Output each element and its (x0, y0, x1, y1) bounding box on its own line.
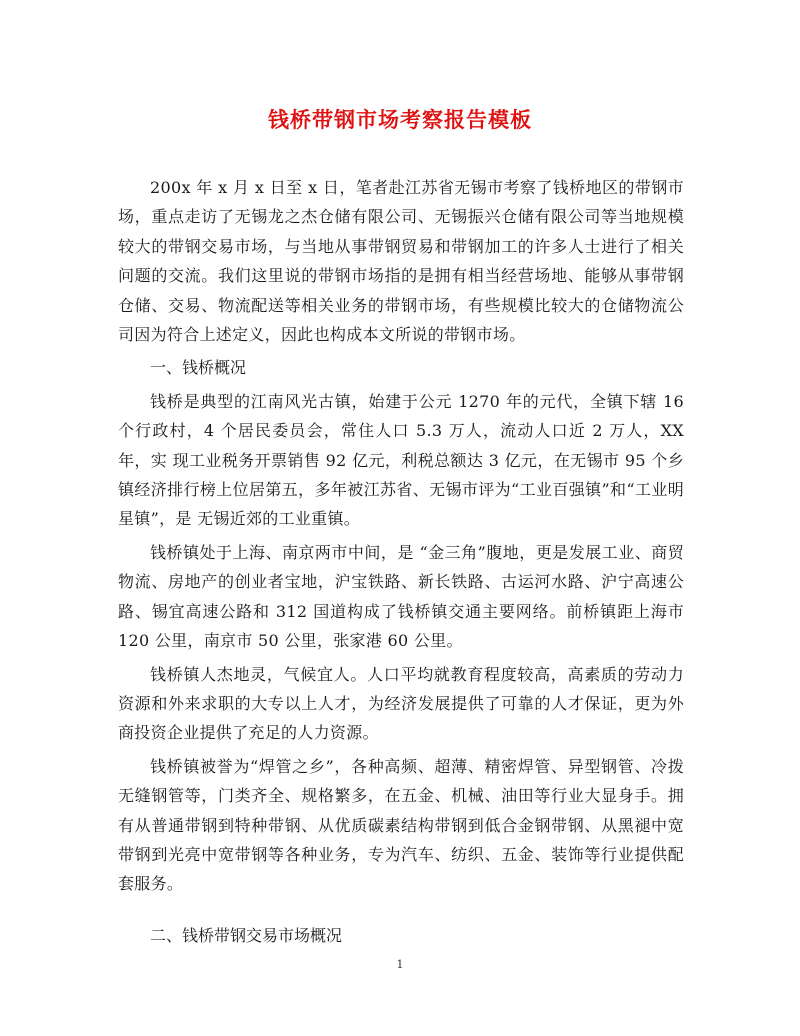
document-title: 钱桥带钢市场考察报告模板 (268, 107, 532, 132)
paragraph-overview: 钱桥是典型的江南风光古镇，始建于公元 1270 年的元代，全镇下辖 16 个行政村，4 个居民委员会，常住人口 5.3 万人，流动人口近 2 万人，XX 年，实 现工业税务开票销售 92 亿元，利税总额达 3 亿元，在无锡市 95 个乡镇经济排行榜上位居第五，多年被江苏省、无锡市评为“工业百强镇”和“工业明星镇”，是 无锡近郊的工业重镇。 (118, 391, 684, 529)
paragraph-industry: 钱桥镇被誉为“焊管之乡”，各种高频、超薄、精密焊管、异型钢管、冷拨无缝钢管等，门类齐全、规格繁多，在五金、机械、油田等行业大显身手。拥有从普通带钢到特种带钢、从优质碳素结构带钢到低合金钢带钢、从黑褪中宽带钢到光亮中宽带钢等各种业务，专为汽车、纺织、五金、装饰等行业提供配套服务。 (118, 756, 684, 894)
intro-paragraph: 200x 年 x 月 x 日至 x 日，笔者赴江苏省无锡市考察了钱桥地区的带钢市场，重点走访了无锡龙之杰仓储有限公司、无锡振兴仓储有限公司等当地规模较大的带钢交易市场，与当地从事带钢贸易和带钢加工的许多人士进行了相关问题的交流。我们这里说的带钢市场指的是拥有相当经营场地、能够从事带钢仓储、交易、物流配送等相关业务的带钢市场，有些规模比较大的仓储物流公司因为符合上述定义，因此也构成本文所说的带钢市场。 (118, 178, 684, 345)
paragraph-location: 钱桥镇处于上海、南京两市中间，是 “金三角”腹地，更是发展工业、商贸物流、房地产的创业者宝地，沪宝铁路、新长铁路、古运河水路、沪宁高速公路、锡宜高速公路和 312 国道构成了钱桥镇交通主要网络。前桥镇距上海市 120 公里，南京市 50 公里，张家港 60 公里。 (118, 542, 684, 651)
document-body (118, 173, 684, 950)
section-heading-overview: 一、钱桥概况 (150, 358, 247, 378)
paragraph-talent: 钱桥镇人杰地灵，气候宜人。人口平均就教育程度较高，高素质的劳动力资源和外来求职的大专以上人才，为经济发展提供了可靠的人才保证，更为外商投资企业提供了充足的人力资源。 (118, 664, 684, 743)
page-number: 1 (396, 958, 404, 971)
section-heading-market: 二、钱桥带钢交易市场概况 (150, 925, 343, 945)
